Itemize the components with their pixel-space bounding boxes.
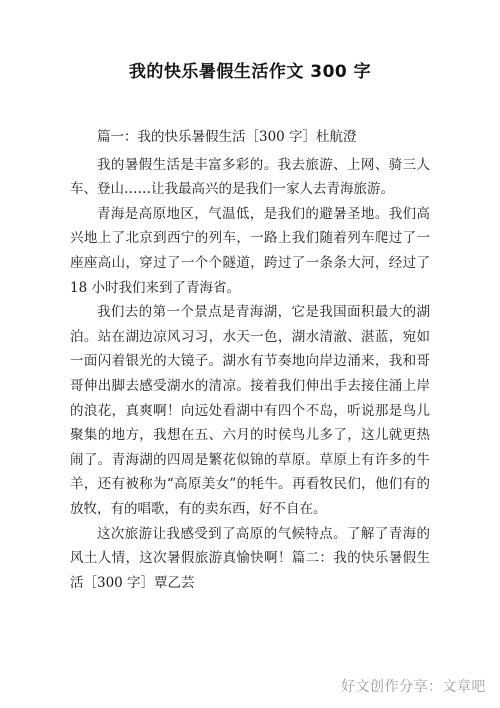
section-heading: 篇一：我的快乐暑假生活［300 字］杜航澄 (97, 129, 357, 145)
document-body (70, 125, 430, 595)
watermark-text: 好文创作分享：文章吧 (341, 679, 486, 695)
paragraph-4: 这次旅游让我感受到了高原的气候特点。了解了青海的风土人情，这次暑假旅游真愉快啊！篇二：我的快乐暑假生活［300 字］覃乙芸 (70, 525, 430, 591)
paragraph-3: 我们去的第一个景点是青海湖，它是我国面积最大的湖泊。站在湖边凉风习习，水天一色，湖水清澈、湛蓝，宛如一面闪着银光的大镜子。湖水有节奏地向岸边涌来，我和哥哥伸出脚去感受湖水的清凉。接着我们伸出手去接住涌上岸的浪花，真爽啊！向远处看湖中有四个不岛，听说那是鸟儿聚集的地方，我想在五、六月的时侯鸟儿多了，这儿就更热闹了。青海湖的四周是繁花似锦的草原。草原上有许多的牛羊，还有被称为“高原美女”的牦牛。再看牧民们，他们有的放牧，有的唱歌，有的卖东西，好不自在。 (70, 304, 430, 517)
paragraph-2: 青海是高原地区，气温低，是我们的避暑圣地。我们高兴地上了北京到西宁的列车，一路上我们随着列车爬过了一座座高山，穿过了一个个隧道，跨过了一条条大河，经过了 18 小时我们来到了青海省。 (70, 205, 430, 296)
paragraph-1: 我的暑假生活是丰富多彩的。我去旅游、上网、骑三人车、登山……让我最高兴的是我们一家人去青海旅游。 (70, 156, 430, 198)
document-title: 我的快乐暑假生活作文 300 字 (128, 62, 372, 82)
